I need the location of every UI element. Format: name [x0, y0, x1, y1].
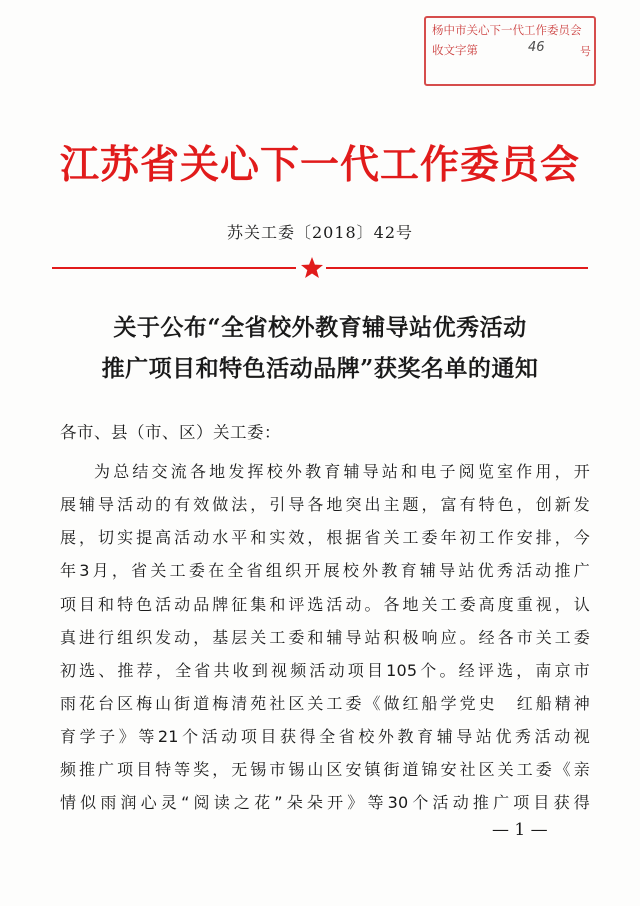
- body-line: 初选、推荐，全省共收到视频活动项目105个。经评选，南京市: [60, 661, 590, 680]
- red-rule-right: [326, 267, 588, 269]
- org-title: 江苏省关心下一代工作委员会: [59, 142, 580, 188]
- body-line: 项目和特色活动品牌征集和评选活动。各地关工委高度重视，认: [60, 595, 590, 614]
- red-star-icon: [300, 256, 324, 280]
- body-line: 为总结交流各地发挥校外教育辅导站和电子阅览室作用，开: [94, 462, 590, 481]
- salutation: 各市、县（市、区）关工委：: [60, 423, 281, 442]
- body-line: 年3月，省关工委在全省组织开展校外教育辅导站优秀活动推广: [60, 561, 590, 580]
- stamp-org: 杨中市关心下一代工作委员会: [432, 23, 582, 37]
- body-line: 雨花台区梅山街道梅清苑社区关工委《做红船学党史 红船精神: [60, 694, 590, 713]
- body-line: 育学子》等21个活动项目获得全省校外教育辅导站优秀活动视: [60, 727, 590, 746]
- body-line: 真进行组织发动，基层关工委和辅导站积极响应。经各市关工委: [60, 628, 590, 647]
- body-line: 频推广项目特等奖，无锡市锡山区安镇街道锦安社区关工委《亲: [60, 760, 590, 779]
- stamp-number-row: [432, 40, 591, 58]
- notice-title-line-2: 推广项目和特色活动品牌”获奖名单的通知: [101, 355, 539, 382]
- stamp-wen-suffix: 号: [580, 45, 591, 58]
- red-rule-left: [52, 267, 296, 269]
- body-line: 情似雨润心灵“阅读之花”朵朵开》等30个活动推广项目获得: [60, 793, 590, 812]
- page-number: — 1 —: [492, 820, 548, 840]
- body-line: 展，切实提高活动水平和实效，根据省关工委年初工作安排，今: [60, 528, 590, 547]
- stamp-wen-label: 收文字第: [432, 43, 478, 57]
- notice-title-line-1: 关于公布“全省校外教育辅导站优秀活动: [113, 314, 527, 341]
- receipt-stamp: [424, 16, 596, 86]
- body-line: 展辅导活动的有效做法，引导各地突出主题，富有特色，创新发: [60, 495, 590, 514]
- stamp-wen-number: 46: [528, 40, 545, 55]
- document-number: 苏关工委〔2018〕42号: [226, 223, 414, 242]
